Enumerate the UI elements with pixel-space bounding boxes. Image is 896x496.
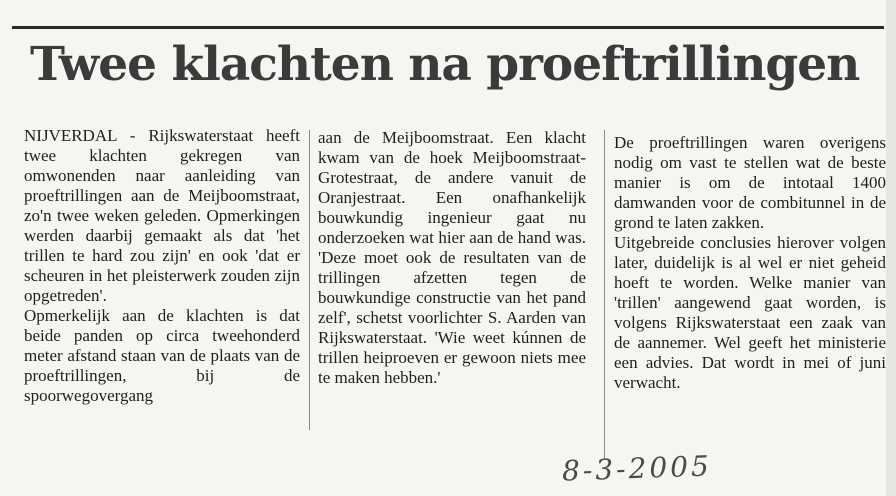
article-column-2 xyxy=(318,128,586,388)
paragraph: NIJVERDAL - Rijkswaterstaat heeft twee klachten gekregen van omwonenden naar aanleiding van proeftrillingen aan de Meijboomstraat, zo'n twee weken geleden. Opmerkingen werden daarbij gemaakt als dat 'het trillen te hard zou zijn' en ook 'dat er scheuren in het pleisterwerk zouden zijn opgetreden'. xyxy=(24,126,300,305)
paragraph: De proeftrillingen waren overigens nodig om vast te stellen wat de beste manier is om de intotaal 1400 damwanden voor de combitunnel in de grond te laten zakken. xyxy=(614,133,886,232)
article-column-3 xyxy=(614,133,886,393)
handwritten-date: 8-3-2005 xyxy=(561,449,713,488)
top-rule xyxy=(12,26,884,29)
paragraph: Opmerkelijk aan de klachten is dat beide panden op circa tweehonderd meter afstand staan van de plaats van de proeftrillingen, bij de spoorwegovergang xyxy=(24,306,300,405)
headline: Twee klachten na proeftrillingen xyxy=(30,37,860,92)
article-column-1 xyxy=(24,126,300,406)
scan-edge xyxy=(886,0,896,496)
column-divider xyxy=(604,130,605,460)
column-divider xyxy=(309,130,310,430)
paragraph: Uitgebreide conclusies hierover volgen later, duidelijk is al wel er niet geheid hoeft te worden. Welke manier van 'trillen' aangewend gaat worden, is volgens Rijkswaterstaat een zaak van de aannemer. Wel geeft het ministerie een advies. Dat wordt in mei of juni verwacht. xyxy=(614,233,886,392)
paragraph: aan de Meijboomstraat. Een klacht kwam van de hoek Meijboomstraat-Grotestraat, de andere vanuit de Oranjestraat. Een onafhankelijk bouwkundig ingenieur gaat nu onderzoeken wat hier aan de hand was. 'Deze moet ook de resultaten van de trillingen afzetten tegen de bouwkundige constructie van het pand zelf', schetst voorlichter S. Aarden van Rijkswaterstaat. 'Wie weet kúnnen de trillen heiproeven er gewoon niets mee te maken hebben.' xyxy=(318,128,586,387)
